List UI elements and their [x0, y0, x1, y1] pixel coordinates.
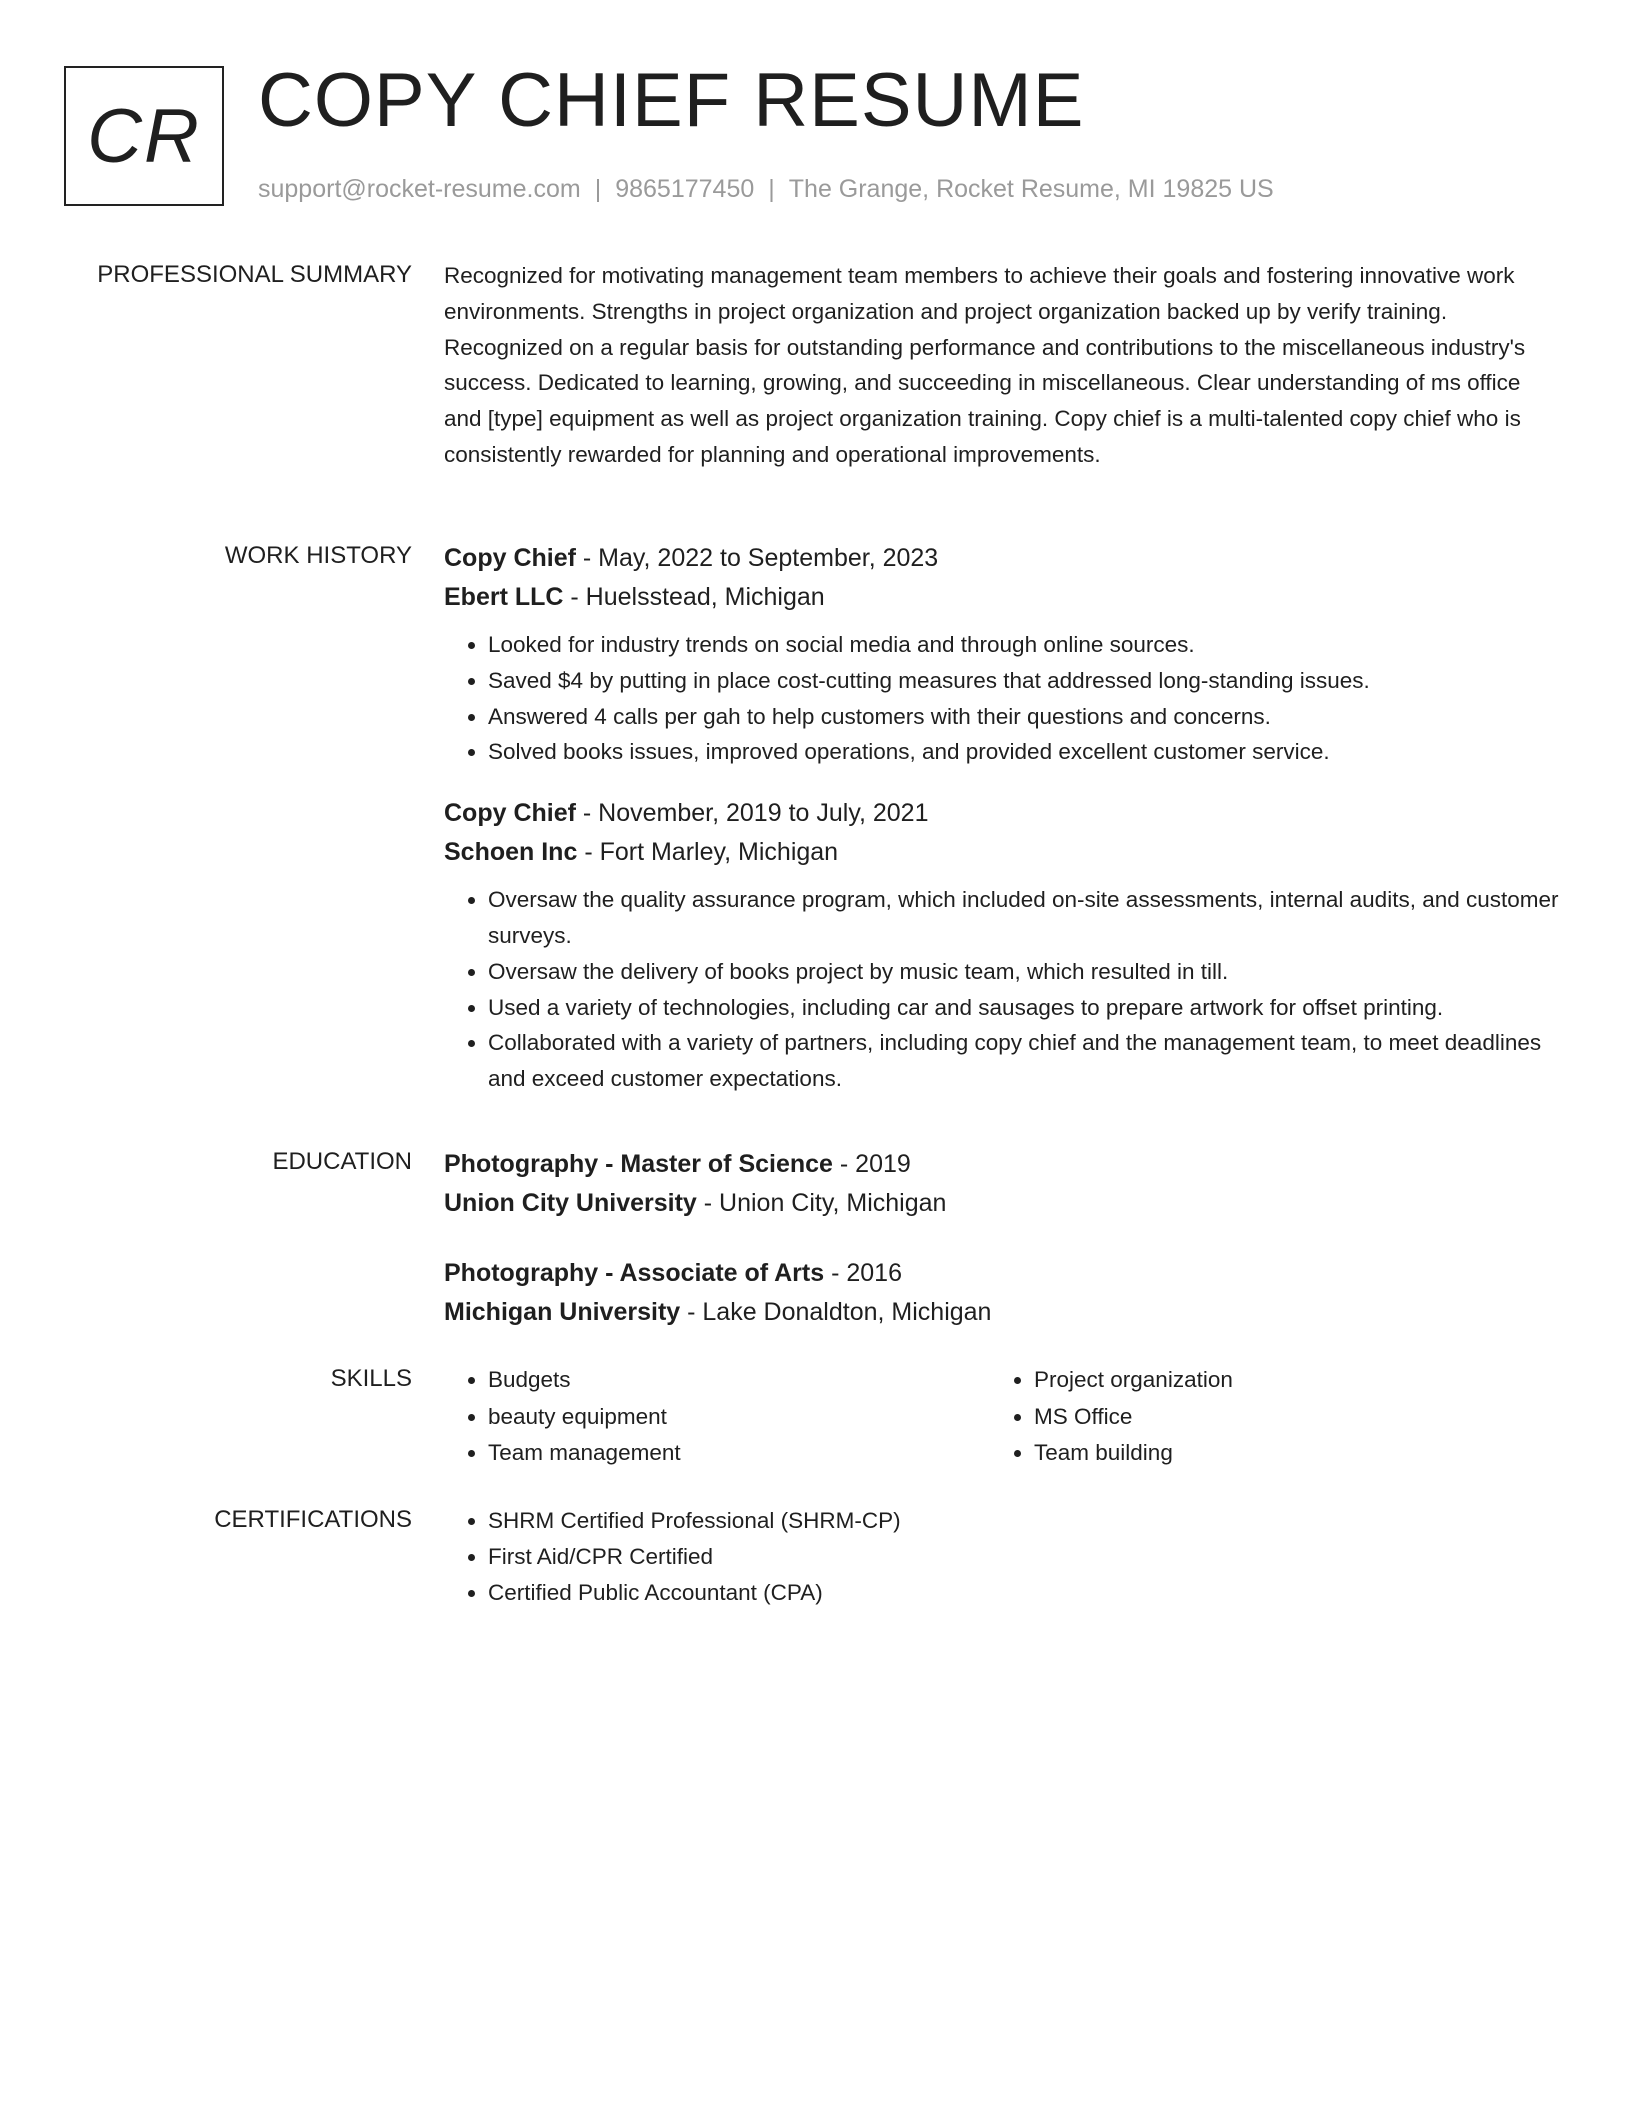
job-company-line: [444, 833, 1564, 872]
certifications-content: [444, 1503, 1564, 1610]
job-bullet: • Solved books issues, improved operations, and provided excellent customer service.: [488, 734, 1564, 770]
job-location: - Huelsstead, Michigan: [563, 583, 825, 611]
job-dates: - May, 2022 to September, 2023: [575, 544, 939, 572]
job-bullets: [444, 882, 1564, 1097]
job-bullet: • Answered 4 calls per gah to help customers with their questions and concerns.: [488, 699, 1564, 735]
section-label-certifications: CERTIFICATIONS: [214, 1506, 412, 1533]
skill-item: • MS Office: [1034, 1399, 1536, 1436]
contact-address: The Grange, Rocket Resume, MI 19825 US: [788, 175, 1274, 203]
summary-text: Recognized for motivating management team members to achieve their goals and fostering innovative work environments. Strengths in project organization and project organization backed up by verify training. Recognized on a regular basis for outstanding performance and contributions to the miscellaneous industry's success. Dedicated to learning, growing, and succeeding in miscellaneous. Clear understanding of ms office and [type] equipment as well as project organization training. Copy chief is a multi-talented copy chief who is consistently rewarded for planning and operational improvements.: [444, 263, 1526, 467]
skill-item: • Budgets: [488, 1362, 990, 1399]
skills-content: [444, 1362, 1564, 1472]
job-title: Copy Chief: [444, 799, 576, 828]
section-label-work-history: WORK HISTORY: [224, 542, 412, 569]
school: Union City University: [444, 1189, 697, 1217]
certification-item: • Certified Public Accountant (CPA): [488, 1575, 1564, 1611]
job-title-line: [444, 794, 1564, 833]
skill-item: • beauty equipment: [488, 1399, 990, 1436]
job-bullet: • Oversaw the delivery of books project by music team, which resulted in till.: [488, 954, 1564, 990]
contact-separator: |: [594, 175, 602, 203]
monogram-logo: [64, 66, 224, 206]
job-title-line: [444, 539, 1564, 578]
degree: Photography - Master of Science: [444, 1150, 833, 1178]
job-entry: [444, 794, 1564, 1097]
skill-item: • Team management: [488, 1435, 990, 1472]
job-bullet: • Used a variety of technologies, including car and sausages to prepare artwork for offset printing.: [488, 990, 1564, 1026]
work-history-content: [444, 539, 1564, 1097]
job-company: Ebert LLC: [444, 583, 564, 611]
contact-line: [258, 172, 1274, 206]
resume-title: COPY CHIEF RESUME: [258, 58, 1085, 143]
education-content: [444, 1145, 1564, 1332]
job-company: Schoen Inc: [444, 838, 578, 867]
school-line: [444, 1184, 1564, 1223]
job-bullet: • Saved $4 by putting in place cost-cutting measures that addressed long-standing issues.: [488, 663, 1564, 699]
section-label-education: EDUCATION: [272, 1148, 412, 1175]
skills-grid: [444, 1362, 1564, 1472]
skills-column-right: [990, 1362, 1536, 1472]
summary-content: [444, 258, 1564, 473]
job-dates: - November, 2019 to July, 2021: [575, 799, 929, 828]
school-line: [444, 1293, 1564, 1332]
contact-email: support@rocket-resume.com: [258, 175, 581, 203]
degree-line: [444, 1145, 1564, 1184]
section-label-summary: PROFESSIONAL SUMMARY: [97, 261, 412, 288]
education-entry: [444, 1254, 1564, 1332]
certifications-list: [444, 1503, 1564, 1610]
certification-item: • SHRM Certified Professional (SHRM-CP): [488, 1503, 1564, 1539]
degree-year: - 2016: [824, 1259, 902, 1287]
degree-line: [444, 1254, 1564, 1293]
school-location: - Union City, Michigan: [696, 1189, 947, 1217]
skill-item: • Project organization: [1034, 1362, 1536, 1399]
degree-year: - 2019: [832, 1150, 911, 1178]
section-label-skills: SKILLS: [330, 1365, 412, 1392]
monogram-text: CR: [87, 93, 201, 179]
job-company-line: [444, 578, 1564, 617]
contact-phone: 9865177450: [615, 175, 755, 203]
school: Michigan University: [444, 1298, 681, 1326]
school-location: - Lake Donaldton, Michigan: [680, 1298, 992, 1326]
skills-column-left: [444, 1362, 990, 1472]
job-bullet: • Looked for industry trends on social media and through online sources.: [488, 627, 1564, 663]
job-bullets: [444, 627, 1564, 770]
contact-separator: |: [768, 175, 775, 203]
job-bullet: • Oversaw the quality assurance program, which included on-site assessments, internal audits, and customer surveys.: [488, 882, 1564, 954]
certification-item: • First Aid/CPR Certified: [488, 1539, 1564, 1575]
job-location: - Fort Marley, Michigan: [577, 838, 839, 867]
job-bullet: • Collaborated with a variety of partners, including copy chief and the management team, to meet deadlines and exceed customer expectations.: [488, 1025, 1564, 1097]
job-entry: [444, 539, 1564, 770]
education-entry: [444, 1145, 1564, 1223]
job-title: Copy Chief: [444, 544, 576, 572]
skill-item: • Team building: [1034, 1435, 1536, 1472]
degree: Photography - Associate of Arts: [444, 1259, 825, 1287]
